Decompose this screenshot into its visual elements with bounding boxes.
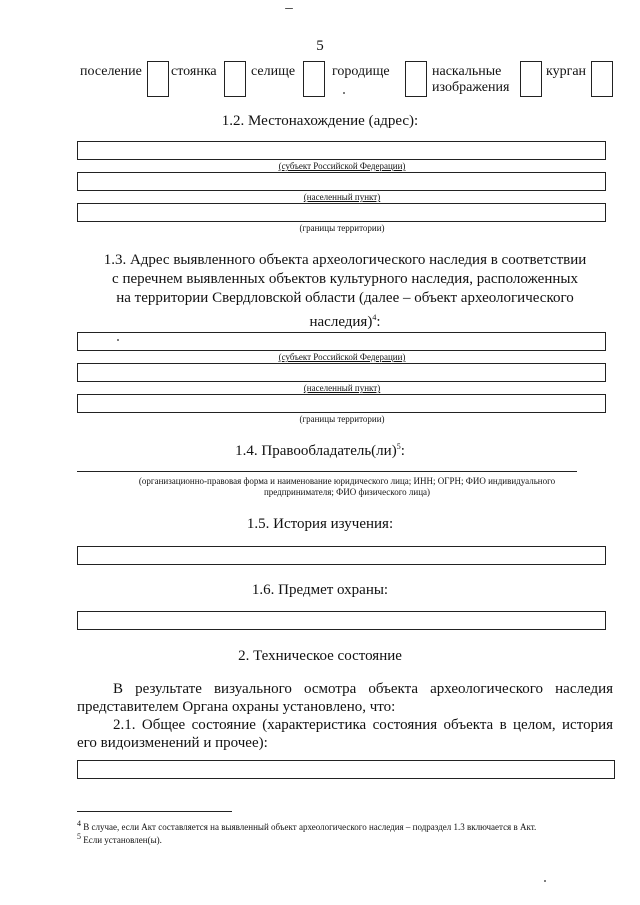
general-condition-field[interactable] [77, 760, 615, 779]
site-type-label-naskalnye-line2: изображения [432, 80, 510, 95]
section-2-paragraph-1-line1: В результате визуального осмотра объекта археологического наследия [113, 681, 613, 697]
section-1-3-heading-line2: с перечнем выявленных объектов культурного наследия, расположенных [112, 271, 578, 287]
scan-speck [117, 339, 119, 341]
location-boundaries-caption: (границы территории) [299, 223, 385, 233]
address-settlement-caption: (населенный пункт) [303, 383, 381, 393]
section-1-2-heading: 1.2. Местонахождение (адрес): [221, 113, 419, 129]
section-1-3-heading-line1: 1.3. Адрес выявленного объекта археологического наследия в соответствии [103, 252, 587, 268]
rights-holder-line[interactable] [77, 471, 577, 472]
location-subject-field[interactable] [77, 141, 606, 160]
section-1-3-heading-colon: : [376, 314, 381, 330]
scan-speck [343, 92, 345, 94]
footnote-5-ref: 5 [77, 832, 81, 841]
address-settlement-field[interactable] [77, 363, 606, 382]
section-1-6-heading: 1.6. Предмет охраны: [251, 582, 389, 598]
section-1-4-heading-text: 1.4. Правообладатель(ли) [235, 443, 397, 459]
footnote-4-text: В случае, если Акт составляется на выявленный объект археологического наследия – подраздел 1.3 включается в Акт. [83, 822, 537, 832]
section-2-paragraph-1 [77, 680, 613, 716]
scan-speck [285, 8, 293, 9]
footnote-ref-5: 5 [396, 442, 401, 451]
section-2-1-paragraph-line2: его видоизменений и прочее): [77, 735, 268, 751]
address-subject-field[interactable] [77, 332, 606, 351]
location-settlement-field[interactable] [77, 172, 606, 191]
address-boundaries-caption: (границы территории) [299, 414, 385, 424]
footnote-ref-4: 4 [372, 313, 377, 322]
rights-holder-caption-line2: предпринимателя; ФИО физического лица) [263, 487, 431, 497]
checkbox-stoyanka[interactable] [224, 61, 246, 97]
scan-speck [544, 880, 546, 882]
page-number: 5 [316, 38, 324, 54]
checkbox-gorodishche[interactable] [405, 61, 427, 97]
checkbox-poselenie[interactable] [147, 61, 169, 97]
section-1-5-heading: 1.5. История изучения: [246, 516, 394, 532]
site-type-label-selishche: селище [251, 64, 296, 79]
site-type-label-gorodishche: городище [332, 64, 390, 79]
address-subject-caption: (субъект Российской Федерации) [278, 352, 406, 362]
rights-holder-caption [77, 476, 617, 498]
section-2-1-paragraph-line1: 2.1. Общее состояние (характеристика состояния объекта в целом, история [113, 717, 613, 733]
footnote-separator [77, 811, 232, 812]
section-1-3-heading-line3: на территории Свердловской области (далее – объект археологического [116, 290, 574, 306]
checkbox-selishche[interactable] [303, 61, 325, 97]
location-boundaries-field[interactable] [77, 203, 606, 222]
site-type-label-kurgan: курган [546, 64, 587, 79]
study-history-field[interactable] [77, 546, 606, 565]
checkbox-kurgan[interactable] [591, 61, 613, 97]
footnote-5-text: Если установлен(ы). [83, 835, 162, 845]
section-1-3-heading-line4: наследия) [309, 314, 373, 330]
section-1-4-heading [0, 442, 640, 460]
site-type-label-poselenie: поселение [80, 64, 142, 79]
section-1-4-heading-colon: : [400, 443, 405, 459]
protection-subject-field[interactable] [77, 611, 606, 630]
section-1-3-heading [95, 251, 595, 332]
checkbox-naskalnye[interactable] [520, 61, 542, 97]
footnote-5 [77, 831, 162, 846]
rights-holder-caption-line1: (организационно-правовая форма и наименование юридического лица; ИНН; ОГРН; ФИО индивидуального [138, 476, 556, 486]
address-boundaries-field[interactable] [77, 394, 606, 413]
site-type-label-naskalnye-line1: наскальные [432, 64, 502, 79]
section-2-paragraph-1-line2: представителем Органа охраны установлено, что: [77, 699, 396, 715]
section-2-1-paragraph [77, 716, 613, 752]
section-2-heading: 2. Техническое состояние [238, 648, 402, 664]
footnote-4-ref: 4 [77, 819, 81, 828]
site-type-label-stoyanka: стоянка [171, 64, 217, 79]
location-subject-caption: (субъект Российской Федерации) [278, 161, 406, 171]
location-settlement-caption: (населенный пункт) [303, 192, 381, 202]
